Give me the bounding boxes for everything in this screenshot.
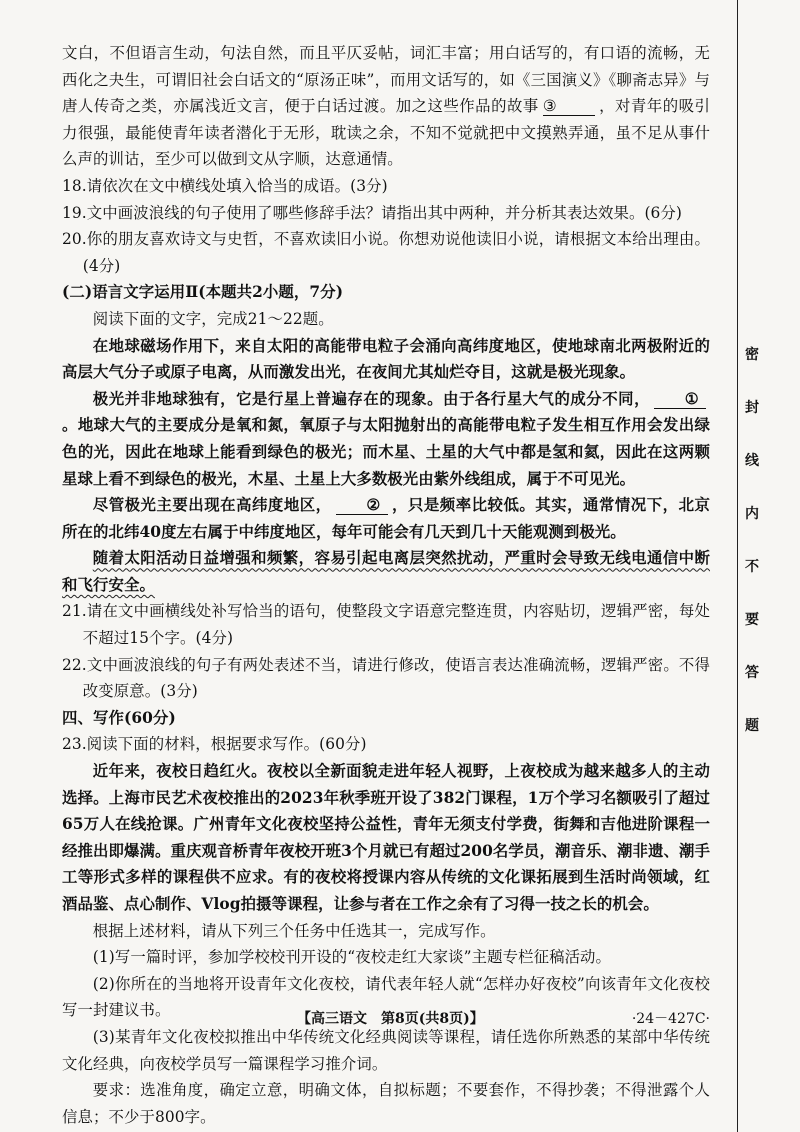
aurora-paragraph-2 (62, 386, 710, 492)
task-intro: 根据上述材料，请从下列三个任务中任选其一，完成写作。 (92, 921, 496, 940)
section-2-intro: 阅读下面的文字，完成21～22题。 (92, 309, 334, 328)
binding-char: 密 (745, 347, 759, 363)
section-2-title: (二)语言文字运用Ⅱ(本题共2小题，7分) (62, 283, 344, 302)
writing-material: 近年来，夜校日趋红火。夜校以全新面貌走进年轻人视野，上夜校成为越来越多人的主动选择。上海市民艺术夜校推出的2023年秋季班开设了382门课程，1万个学习名额吸引了超过65万人在线抢课。广州青年文化夜校坚持公益性，青年无须支付学费，街舞和吉他进阶课程一经推出即爆满。重庆观音桥青年夜校开班3个月就已有超过200名学员，潮音乐、潮非遗、潮手工等形式多样的课程供不应求。有的夜校将授课内容从传统的文化课拓展到生活时尚领域，红酒品鉴、点心制作、Vlog拍摄等课程，让参与者在工作之余有了习得一技之长的机会。 (62, 762, 710, 913)
question-18: 18.请依次在文中横线处填入恰当的成语。(3分) (62, 176, 388, 195)
passage-text: ，对青年的吸引力很强，最能使青年读者潜化于无形，耽读之余，不知不觉就把中文摸熟弄通，虽不足从事什么声的训诂，至少可以做到文从字顺，达意通情。 (62, 97, 710, 169)
question-21: 21.请在文中画横线处补写恰当的语句，使整段文字语意完整连贯，内容贴切，逻辑严密，每处不超过15个字。(4分) (62, 602, 710, 648)
aurora-paragraph-4 (62, 545, 710, 598)
binding-char: 封 (745, 400, 759, 416)
section-4-title: 四、写作(60分) (62, 708, 176, 727)
aurora-text: 尽管极光主要出现在高纬度地区， (92, 496, 332, 515)
footer-page-info: 【高三语文 第8页(共8页)】 (297, 1011, 484, 1027)
task-1: (1)写一篇时评，参加学校校刊开设的“夜校走红大家谈”主题专栏征稿活动。 (92, 948, 612, 967)
aurora-text: 。地球大气的主要成分是氧和氮，氧原子与太阳抛射出的高能带电粒子发生相互作用会发出绿色的光，因此在地球上能看到绿色的极光；而木星、土星的大气中都是氢和氦，因此在这两颗星球上看不到绿色的极光，木星、土星上大多数极光由紫外线组成，属于不可见光。 (62, 416, 710, 488)
binding-char: 要 (745, 612, 759, 628)
question-23: 23.阅读下面的材料，根据要求写作。(60分) (62, 735, 367, 754)
question-19: 19.文中画波浪线的句子使用了哪些修辞手法？请指出其中两种，并分析其表达效果。(6分) (62, 203, 683, 222)
binding-char: 不 (745, 559, 759, 575)
binding-char: 答 (745, 665, 759, 681)
answer-blank-1: ① (654, 390, 706, 409)
task-3: (3)某青年文化夜校拟推出中华传统文化经典阅读等课程，请任选你所熟悉的某部中华传统文化经典，向夜校学员写一篇课程学习推介词。 (62, 1027, 710, 1073)
binding-line (737, 0, 738, 1132)
aurora-text: ，只是频率比较低。其实，通常情况下，北京所在的北纬40度左右属于中纬度地区，每年可能会有几天到几十天能观测到极光。 (62, 496, 710, 541)
answer-blank-2: ② (336, 496, 388, 515)
passage-tail (62, 40, 710, 173)
passage-text: 文白，不但语言生动，句法自然，而且平仄妥帖，词汇丰富；用白话写的，有口语的流畅，无西化之夬生，可谓旧社会白话文的“原汤正味”，而用文话写的，如《三国演义》《聊斋志异》与唐人传奇之类，亦属浅近文言，便于白话过渡。加之这些作品的故事 (62, 44, 710, 116)
wavy-underlined-sentence: 随着太阳活动日益增强和频繁，容易引起电离层突然扰动，严重时会导致无线电通信中断和飞行安全。 (62, 549, 710, 594)
task-2: (2)你所在的当地将开设青年文化夜校，请代表年轻人就“怎样办好夜校”向该青年文化夜校写一封建议书。 (62, 974, 710, 1020)
aurora-paragraph-1: 在地球磁场作用下，来自太阳的高能带电粒子会涌向高纬度地区，使地球南北两极附近的高层大气分子或原子电离，从而激发出光，在夜间尤其灿烂夺目，这就是极光现象。 (62, 336, 710, 382)
aurora-text: 极光并非地球独有，它是行星上普遍存在的现象。由于各行星大气的成分不同， (92, 389, 650, 408)
binding-char: 题 (745, 718, 759, 734)
footer-exam-code: ·24－427C· (631, 1011, 710, 1027)
page-footer (62, 1004, 710, 1032)
answer-blank-3: ③ (543, 97, 595, 116)
question-20: 20.你的朋友喜欢诗文与史哲，不喜欢读旧小说。你想劝说他读旧小说，请根据文本给出理由。(4分) (62, 230, 710, 275)
binding-warning (742, 345, 762, 769)
page-content (62, 40, 710, 1130)
aurora-paragraph-3 (62, 492, 710, 545)
binding-char: 线 (745, 453, 759, 469)
binding-char: 内 (745, 506, 759, 522)
question-22: 22.文中画波浪线的句子有两处表述不当，请进行修改，使语言表达准确流畅，逻辑严密。不得改变原意。(3分) (62, 655, 710, 701)
writing-requirements: 要求：选准角度，确定立意，明确文体，自拟标题；不要套作，不得抄袭；不得泄露个人信息；不少于800字。 (62, 1081, 710, 1126)
